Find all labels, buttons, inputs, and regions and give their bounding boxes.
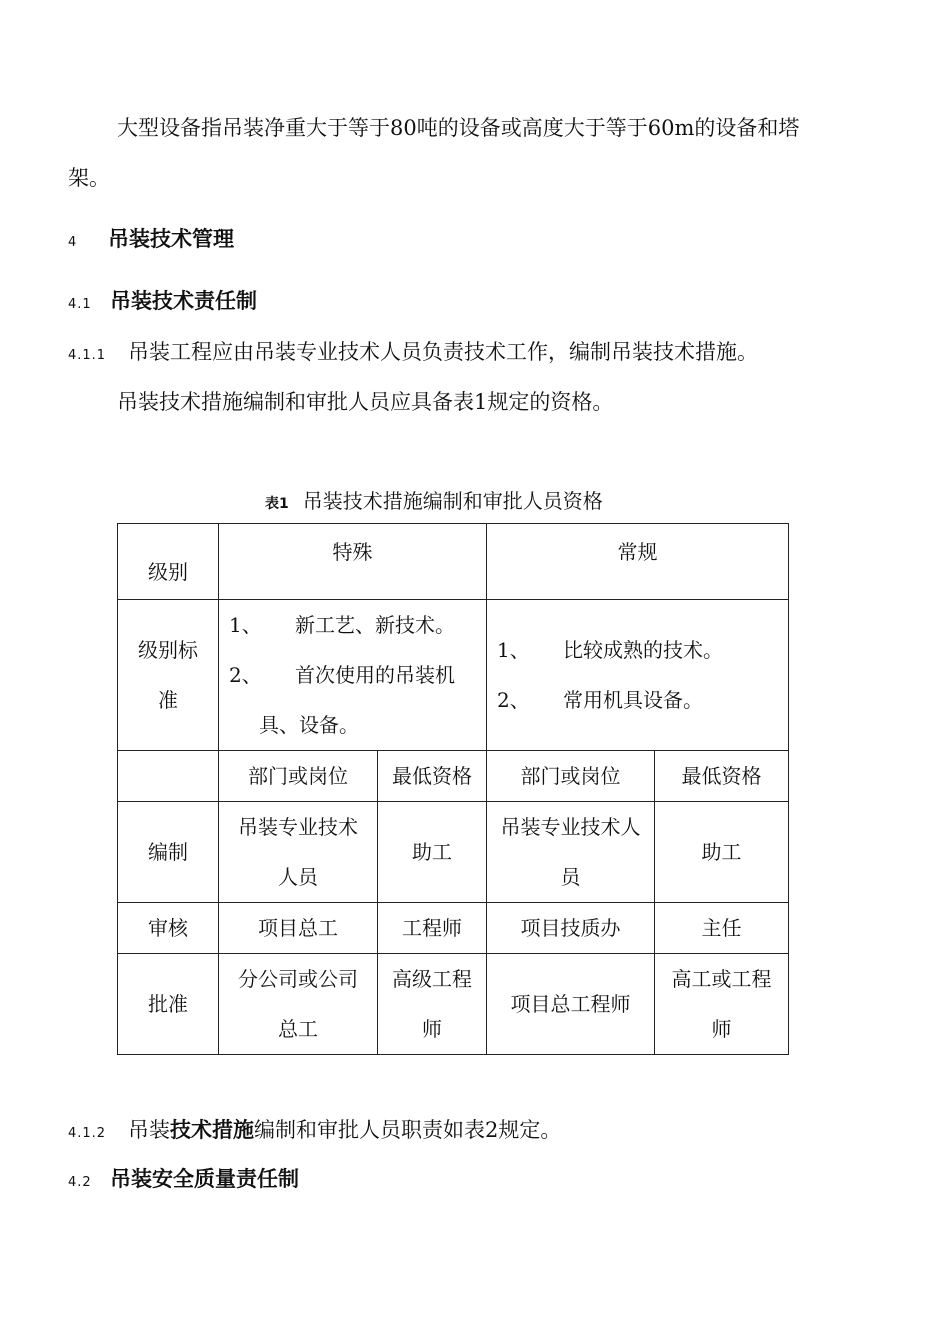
standard-label: 级别标准 <box>118 600 219 751</box>
cell-regular-min: 高工或工程师 <box>655 954 789 1055</box>
cell-regular-dept: 吊装专业技术人员 <box>487 802 655 903</box>
empty-cell <box>118 751 219 802</box>
section-4-1-1 <box>68 337 758 371</box>
qualification-table <box>117 523 789 1055</box>
cell-special-dept: 项目总工 <box>219 903 378 954</box>
cell-special-min: 助工 <box>378 802 487 903</box>
section-title: 吊装技术管理 <box>108 227 234 251</box>
section-4-1-2 <box>68 1115 561 1149</box>
row-label: 审核 <box>118 903 219 954</box>
list-item-continuation: 具、设备。 <box>259 713 359 737</box>
para-large-equipment-line2: 架。 <box>68 166 110 190</box>
header-special: 特殊 <box>219 524 487 600</box>
table-row <box>118 802 789 903</box>
table-number: 表1 <box>265 496 289 512</box>
list-item: 2、 首次使用的吊装机 <box>229 663 455 687</box>
section-text-bold: 技术措施 <box>170 1118 254 1142</box>
para-large-equipment-line1: 大型设备指吊装净重大于等于80吨的设备或高度大于等于60m的设备和塔 <box>117 116 800 140</box>
special-standard <box>219 600 487 751</box>
list-item: 2、 常用机具设备。 <box>497 688 703 712</box>
cell-special-dept: 分公司或公司总工 <box>219 954 378 1055</box>
subheader-min: 最低资格 <box>378 751 487 802</box>
table-1-caption <box>265 486 603 519</box>
table-title: 吊装技术措施编制和审批人员资格 <box>302 489 603 513</box>
cell-regular-dept: 项目总工程师 <box>487 954 655 1055</box>
table-row <box>118 954 789 1055</box>
table-row <box>118 600 789 751</box>
cell-special-min: 高级工程师 <box>378 954 487 1055</box>
row-label: 编制 <box>118 802 219 903</box>
section-4-1-heading <box>68 286 257 320</box>
section-number: 4.1 <box>68 297 92 312</box>
section-title: 吊装安全质量责任制 <box>110 1167 299 1191</box>
section-4-heading <box>68 224 234 258</box>
table-row <box>118 751 789 802</box>
cell-regular-min: 助工 <box>655 802 789 903</box>
section-number: 4 <box>68 235 78 250</box>
cell-special-dept: 吊装专业技术人员 <box>219 802 378 903</box>
section-number: 4.1.1 <box>68 348 107 363</box>
section-text: 吊装工程应由吊装专业技术人员负责技术工作，编制吊装技术措施。 <box>128 340 758 364</box>
para-qualification: 吊装技术措施编制和审批人员应具备表1规定的资格。 <box>117 390 614 414</box>
header-regular: 常规 <box>487 524 789 600</box>
table-row <box>118 524 789 600</box>
table-row <box>118 903 789 954</box>
regular-standard <box>487 600 789 751</box>
section-title: 吊装技术责任制 <box>110 289 257 313</box>
row-label: 批准 <box>118 954 219 1055</box>
subheader-min: 最低资格 <box>655 751 789 802</box>
section-number: 4.2 <box>68 1175 92 1190</box>
list-item: 1、 新工艺、新技术。 <box>229 613 455 637</box>
section-text-pre: 吊装 <box>128 1118 170 1142</box>
cell-regular-min: 主任 <box>655 903 789 954</box>
section-number: 4.1.2 <box>68 1126 107 1141</box>
header-level: 级别 <box>118 524 219 600</box>
subheader-dept: 部门或岗位 <box>487 751 655 802</box>
section-4-2-heading <box>68 1164 299 1198</box>
section-text-post: 编制和审批人员职责如表2规定。 <box>254 1118 562 1142</box>
subheader-dept: 部门或岗位 <box>219 751 378 802</box>
cell-special-min: 工程师 <box>378 903 487 954</box>
cell-regular-dept: 项目技质办 <box>487 903 655 954</box>
list-item: 1、 比较成熟的技术。 <box>497 638 723 662</box>
